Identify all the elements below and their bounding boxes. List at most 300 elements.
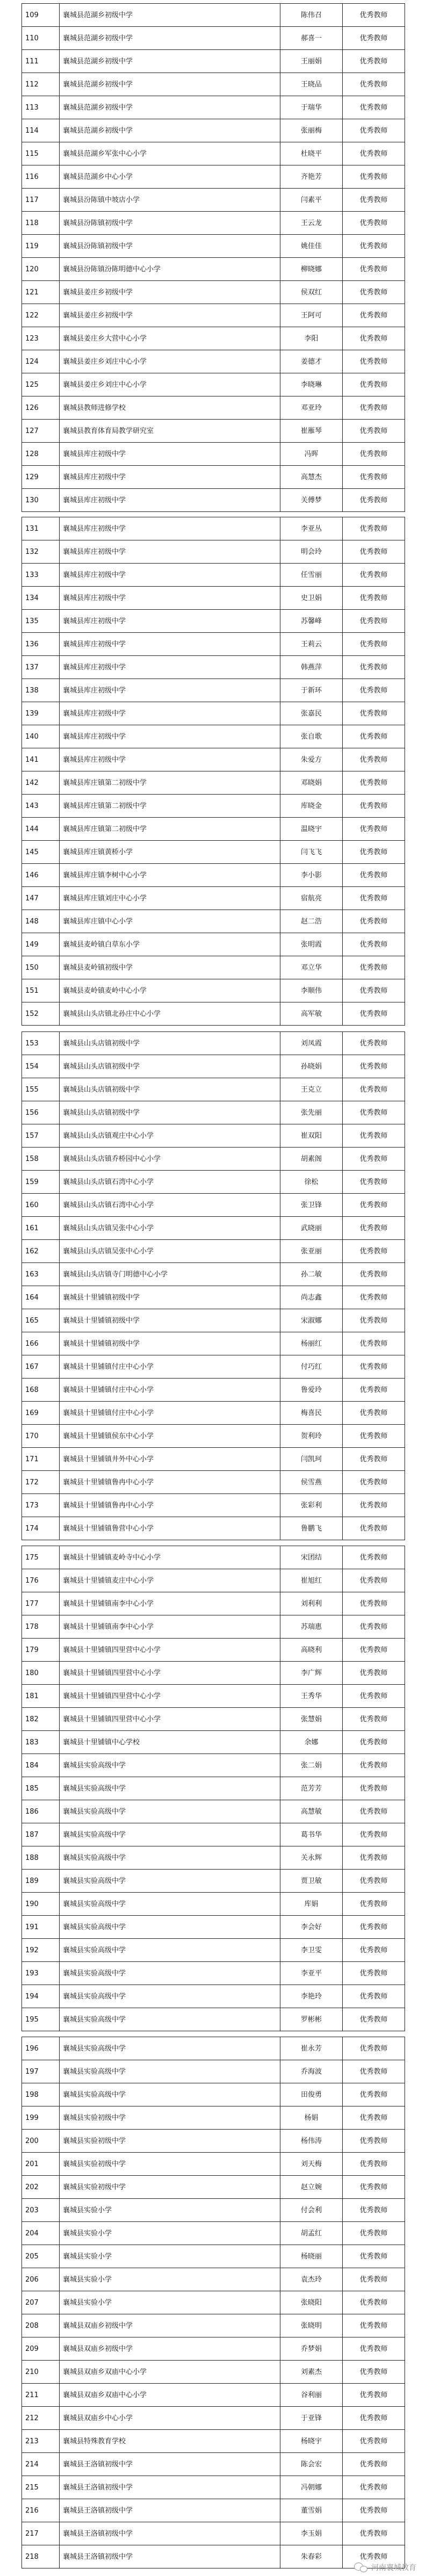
- table-row: [22, 2268, 405, 2291]
- teacher-name-cell: 陈会宏: [280, 2453, 343, 2476]
- row-number-cell: 177: [22, 1592, 60, 1615]
- school-name-cell: 襄城县实验高级中学: [60, 1754, 280, 1777]
- row-number-cell: 188: [22, 1846, 60, 1869]
- teacher-name-cell: 张晓阳: [280, 2291, 343, 2314]
- table-row: [22, 1332, 405, 1355]
- row-number-cell: 182: [22, 1708, 60, 1730]
- row-number-cell: 180: [22, 1662, 60, 1684]
- teacher-name-cell: 张晓明: [280, 2314, 343, 2337]
- teacher-name-cell: 胡孟红: [280, 2222, 343, 2245]
- school-name-cell: 襄城县姜庄乡刘庄中心小学: [60, 373, 280, 396]
- teacher-name-cell: 孙二敏: [280, 1263, 343, 1286]
- teacher-name-cell: 冯朝娜: [280, 2476, 343, 2499]
- table-row: [22, 841, 405, 864]
- row-number-cell: 207: [22, 2291, 60, 2314]
- teacher-name-cell: 朱春彩: [280, 2545, 343, 2568]
- table-row: [22, 281, 405, 304]
- teacher-name-cell: 柳晓娜: [280, 258, 343, 280]
- honor-title-cell: 优秀教师: [343, 2314, 405, 2337]
- table-row: [22, 1846, 405, 1870]
- honor-title-cell: 优秀教师: [343, 2008, 405, 2031]
- row-number-cell: 197: [22, 2060, 60, 2083]
- row-number-cell: 162: [22, 1240, 60, 1262]
- table-row: [22, 1916, 405, 1939]
- table-row: [22, 2106, 405, 2130]
- school-name-cell: 襄城县实验高级中学: [60, 2083, 280, 2106]
- school-name-cell: 襄城县山头店镇初级中学: [60, 1055, 280, 1078]
- row-number-cell: 126: [22, 396, 60, 419]
- honor-title-cell: 优秀教师: [343, 1870, 405, 1892]
- teacher-name-cell: 王秀华: [280, 1685, 343, 1707]
- honor-title-cell: 优秀教师: [343, 1708, 405, 1730]
- teacher-name-cell: 杜晓平: [280, 142, 343, 165]
- honor-title-cell: 优秀教师: [343, 2337, 405, 2360]
- honor-title-cell: 优秀教师: [343, 956, 405, 979]
- table-row: [22, 1569, 405, 1592]
- row-number-cell: 135: [22, 610, 60, 632]
- teacher-name-cell: 袁杰玲: [280, 2268, 343, 2291]
- school-name-cell: 襄城县库庄镇第二初级中学: [60, 795, 280, 817]
- honor-title-cell: 优秀教师: [343, 235, 405, 257]
- table-row: [22, 1217, 405, 1240]
- teacher-name-cell: 王晓品: [280, 73, 343, 96]
- honor-title-cell: 优秀教师: [343, 466, 405, 488]
- table-row: [22, 910, 405, 933]
- school-name-cell: 襄城县姜庄乡大营中心小学: [60, 327, 280, 350]
- table-row: [22, 1985, 405, 2008]
- teacher-name-cell: 宋淑娜: [280, 1309, 343, 1332]
- school-name-cell: 襄城县山头店镇吴张中心小学: [60, 1240, 280, 1262]
- row-number-cell: 194: [22, 1985, 60, 2008]
- table-row: [22, 1448, 405, 1471]
- table-row: [22, 2176, 405, 2199]
- table-row: [22, 1286, 405, 1309]
- table-row: [22, 1546, 405, 1569]
- teacher-name-cell: 葛书华: [280, 1823, 343, 1846]
- row-number-cell: 186: [22, 1800, 60, 1823]
- row-number-cell: 153: [22, 1032, 60, 1055]
- teacher-name-cell: 闫飞飞: [280, 841, 343, 863]
- row-number-cell: 134: [22, 587, 60, 609]
- honor-title-cell: 优秀教师: [343, 771, 405, 794]
- school-name-cell: 襄城县山头店镇观庄中心小学: [60, 1124, 280, 1147]
- table-row: [22, 2522, 405, 2545]
- table-row: [22, 1101, 405, 1124]
- table-row: [22, 489, 405, 512]
- row-number-cell: 203: [22, 2199, 60, 2221]
- honor-title-cell: 优秀教师: [343, 2176, 405, 2198]
- teacher-name-cell: 库娟: [280, 1893, 343, 1915]
- teacher-name-cell: 王阿可: [280, 304, 343, 327]
- row-number-cell: 141: [22, 748, 60, 771]
- school-name-cell: 襄城县山头店镇乔桥园中心小学: [60, 1148, 280, 1170]
- honor-title-cell: 优秀教师: [343, 2060, 405, 2083]
- table-row: [22, 119, 405, 142]
- row-number-cell: 156: [22, 1101, 60, 1124]
- row-number-cell: 136: [22, 633, 60, 655]
- teacher-name-cell: 库晓金: [280, 795, 343, 817]
- school-name-cell: 襄城县王洛镇初级中学: [60, 2453, 280, 2476]
- honor-title-cell: 优秀教师: [343, 1471, 405, 1493]
- teacher-name-cell: 史卫娟: [280, 587, 343, 609]
- honor-title-cell: 优秀教师: [343, 1194, 405, 1216]
- table-row: [22, 517, 405, 540]
- school-name-cell: 襄城县实验高级中学: [60, 1846, 280, 1869]
- row-number-cell: 205: [22, 2245, 60, 2268]
- row-number-cell: 193: [22, 1962, 60, 1985]
- table-block-5: [21, 2037, 405, 2568]
- row-number-cell: 185: [22, 1777, 60, 1800]
- table-row: [22, 2430, 405, 2453]
- table-row: [22, 4, 405, 27]
- honor-title-cell: 优秀教师: [343, 189, 405, 211]
- teacher-name-cell: 宋团结: [280, 1546, 343, 1569]
- row-number-cell: 166: [22, 1332, 60, 1355]
- row-number-cell: 144: [22, 818, 60, 840]
- row-number-cell: 114: [22, 119, 60, 142]
- school-name-cell: 襄城县范湖乡初级中学: [60, 73, 280, 96]
- row-number-cell: 137: [22, 656, 60, 679]
- row-number-cell: 212: [22, 2407, 60, 2429]
- row-number-cell: 192: [22, 1939, 60, 1961]
- teacher-name-cell: 杨晓宇: [280, 2430, 343, 2452]
- table-row: [22, 1032, 405, 1055]
- teacher-name-cell: 张先丽: [280, 1101, 343, 1124]
- honor-title-cell: 优秀教师: [343, 2499, 405, 2522]
- school-name-cell: 襄城县库庄初级中学: [60, 748, 280, 771]
- school-name-cell: 襄城县十里铺镇四里营中心小学: [60, 1708, 280, 1730]
- honor-title-cell: 优秀教师: [343, 327, 405, 350]
- school-name-cell: 襄城县十里铺镇井外中心小学: [60, 1448, 280, 1470]
- school-name-cell: 襄城县库庄初级中学: [60, 517, 280, 540]
- teacher-name-cell: 于瑞华: [280, 96, 343, 119]
- row-number-cell: 196: [22, 2037, 60, 2060]
- row-number-cell: 140: [22, 725, 60, 748]
- teacher-name-cell: 胡素阁: [280, 1148, 343, 1170]
- school-name-cell: 襄城县双庙乡双庙中心小学: [60, 2361, 280, 2383]
- teacher-name-cell: 王克立: [280, 1078, 343, 1101]
- table-row: [22, 887, 405, 910]
- honor-title-cell: 优秀教师: [343, 1002, 405, 1025]
- table-row: [22, 373, 405, 396]
- school-name-cell: 襄城县库庄初级中学: [60, 489, 280, 511]
- teacher-name-cell: 崔旭红: [280, 1569, 343, 1592]
- honor-title-cell: 优秀教师: [343, 1985, 405, 2008]
- school-name-cell: 襄城县实验初级中学: [60, 2153, 280, 2175]
- school-name-cell: 襄城县实验高级中学: [60, 1870, 280, 1892]
- honor-title-cell: 优秀教师: [343, 564, 405, 586]
- school-name-cell: 襄城县山头店镇石湾中心小学: [60, 1194, 280, 1216]
- row-number-cell: 121: [22, 281, 60, 304]
- honor-title-cell: 优秀教师: [343, 1286, 405, 1309]
- table-row: [22, 1893, 405, 1916]
- school-name-cell: 襄城县双庙乡中心小学: [60, 2407, 280, 2429]
- teacher-name-cell: 李会好: [280, 1916, 343, 1938]
- teacher-name-cell: 鲁鹏飞: [280, 1517, 343, 1540]
- teacher-name-cell: 侯双红: [280, 281, 343, 304]
- honor-title-cell: 优秀教师: [343, 1592, 405, 1615]
- table-row: [22, 2545, 405, 2568]
- table-row: [22, 818, 405, 841]
- table-row: [22, 1194, 405, 1217]
- table-row: [22, 679, 405, 702]
- teacher-name-cell: 王云龙: [280, 212, 343, 234]
- row-number-cell: 165: [22, 1309, 60, 1332]
- school-name-cell: 襄城县库庄初级中学: [60, 725, 280, 748]
- teacher-name-cell: 崔雁琴: [280, 420, 343, 442]
- school-name-cell: 襄城县十里铺镇付庄中心小学: [60, 1355, 280, 1378]
- honor-title-cell: 优秀教师: [343, 517, 405, 540]
- honor-title-cell: 优秀教师: [343, 142, 405, 165]
- row-number-cell: 176: [22, 1569, 60, 1592]
- row-number-cell: 117: [22, 189, 60, 211]
- row-number-cell: 195: [22, 2008, 60, 2031]
- row-number-cell: 142: [22, 771, 60, 794]
- school-name-cell: 襄城县双庙乡双庙中心小学: [60, 2384, 280, 2406]
- school-name-cell: 襄城县十里铺镇鲁冉中心小学: [60, 1494, 280, 1517]
- teacher-name-cell: 郝喜一: [280, 27, 343, 49]
- row-number-cell: 158: [22, 1148, 60, 1170]
- row-number-cell: 138: [22, 679, 60, 702]
- school-name-cell: 襄城县实验高级中学: [60, 2060, 280, 2083]
- honor-title-cell: 优秀教师: [343, 2522, 405, 2545]
- row-number-cell: 127: [22, 420, 60, 442]
- teacher-name-cell: 高晓利: [280, 1639, 343, 1661]
- row-number-cell: 191: [22, 1916, 60, 1938]
- table-row: [22, 1002, 405, 1026]
- teacher-name-cell: 贺利玲: [280, 1425, 343, 1447]
- school-name-cell: 襄城县实验初级中学: [60, 2176, 280, 2198]
- row-number-cell: 147: [22, 887, 60, 910]
- row-number-cell: 213: [22, 2430, 60, 2452]
- honor-title-cell: 优秀教师: [343, 610, 405, 632]
- row-number-cell: 187: [22, 1823, 60, 1846]
- row-number-cell: 216: [22, 2499, 60, 2522]
- honor-title-cell: 优秀教师: [343, 887, 405, 910]
- row-number-cell: 151: [22, 979, 60, 1002]
- table-row: [22, 864, 405, 887]
- row-number-cell: 139: [22, 702, 60, 725]
- honor-title-cell: 优秀教师: [343, 1379, 405, 1401]
- row-number-cell: 208: [22, 2314, 60, 2337]
- row-number-cell: 189: [22, 1870, 60, 1892]
- table-row: [22, 1939, 405, 1962]
- honor-title-cell: 优秀教师: [343, 1777, 405, 1800]
- table-row: [22, 1124, 405, 1148]
- honor-title-cell: 优秀教师: [343, 1846, 405, 1869]
- row-number-cell: 215: [22, 2476, 60, 2499]
- teacher-name-cell: 梅喜民: [280, 1402, 343, 1424]
- school-name-cell: 襄城县库庄初级中学: [60, 679, 280, 702]
- school-name-cell: 襄城县麦岭镇白草东小学: [60, 933, 280, 956]
- table-row: [22, 420, 405, 443]
- source-watermark: [354, 2562, 416, 2573]
- honor-title-cell: 优秀教师: [343, 27, 405, 49]
- table-row: [22, 2337, 405, 2361]
- school-name-cell: 襄城县范湖乡初级中学: [60, 4, 280, 26]
- teacher-name-cell: 鲁爱玲: [280, 1379, 343, 1401]
- teacher-name-cell: 张明霞: [280, 933, 343, 956]
- school-name-cell: 襄城县库庄镇黄桥小学: [60, 841, 280, 863]
- teacher-name-cell: 李亚丛: [280, 517, 343, 540]
- teacher-name-cell: 宿航亮: [280, 887, 343, 910]
- row-number-cell: 181: [22, 1685, 60, 1707]
- table-row: [22, 2083, 405, 2106]
- row-number-cell: 157: [22, 1124, 60, 1147]
- table-row: [22, 212, 405, 235]
- table-row: [22, 2361, 405, 2384]
- row-number-cell: 125: [22, 373, 60, 396]
- table-row: [22, 1823, 405, 1846]
- school-name-cell: 襄城县库庄初级中学: [60, 466, 280, 488]
- table-row: [22, 2199, 405, 2222]
- honor-title-cell: 优秀教师: [343, 2130, 405, 2152]
- honor-title-cell: 优秀教师: [343, 96, 405, 119]
- table-row: [22, 540, 405, 564]
- school-name-cell: 襄城县十里铺镇初级中学: [60, 1286, 280, 1309]
- row-number-cell: 111: [22, 50, 60, 73]
- honor-title-cell: 优秀教师: [343, 1962, 405, 1985]
- school-name-cell: 襄城县十里铺镇初级中学: [60, 1309, 280, 1332]
- teacher-name-cell: 朱爱方: [280, 748, 343, 771]
- teacher-name-cell: 冯晖: [280, 443, 343, 465]
- honor-title-cell: 优秀教师: [343, 864, 405, 886]
- school-name-cell: 襄城县十里铺镇四里营中心小学: [60, 1639, 280, 1661]
- school-name-cell: 襄城县教育体育局教学研究室: [60, 420, 280, 442]
- teacher-name-cell: 侯雪燕: [280, 1471, 343, 1493]
- wechat-icon: [354, 2562, 368, 2573]
- school-name-cell: 襄城县库庄初级中学: [60, 633, 280, 655]
- honor-title-cell: 优秀教师: [343, 1615, 405, 1638]
- honor-title-cell: 优秀教师: [343, 1639, 405, 1661]
- teacher-name-cell: 杨丽红: [280, 1332, 343, 1355]
- teacher-name-cell: 李阳: [280, 327, 343, 350]
- table-row: [22, 702, 405, 725]
- honor-title-cell: 优秀教师: [343, 1101, 405, 1124]
- school-name-cell: 襄城县实验初级中学: [60, 2130, 280, 2152]
- table-row: [22, 1592, 405, 1615]
- honor-title-cell: 优秀教师: [343, 818, 405, 840]
- school-name-cell: 襄城县实验高级中学: [60, 1916, 280, 1938]
- table-block-1: [21, 3, 405, 512]
- school-name-cell: 襄城县实验初级中学: [60, 2106, 280, 2129]
- teacher-name-cell: 王丽娟: [280, 50, 343, 73]
- honor-title-cell: 优秀教师: [343, 2476, 405, 2499]
- table-row: [22, 564, 405, 587]
- table-row: [22, 258, 405, 281]
- table-row: [22, 50, 405, 73]
- row-number-cell: 174: [22, 1517, 60, 1540]
- school-name-cell: 襄城县实验小学: [60, 2199, 280, 2221]
- honor-title-cell: 优秀教师: [343, 1823, 405, 1846]
- row-number-cell: 145: [22, 841, 60, 863]
- school-name-cell: 襄城县范湖乡初级中学: [60, 27, 280, 49]
- teacher-name-cell: 杨娟: [280, 2106, 343, 2129]
- table-row: [22, 165, 405, 189]
- table-row: [22, 1754, 405, 1777]
- row-number-cell: 204: [22, 2222, 60, 2245]
- table-row: [22, 235, 405, 258]
- honor-title-cell: 优秀教师: [343, 373, 405, 396]
- table-row: [22, 443, 405, 466]
- honor-title-cell: 优秀教师: [343, 2153, 405, 2175]
- table-row: [22, 1148, 405, 1171]
- school-name-cell: 襄城县山头店镇石湾中心小学: [60, 1171, 280, 1193]
- school-name-cell: 襄城县十里铺镇鲁冉中心小学: [60, 1471, 280, 1493]
- teacher-name-cell: 崔双阳: [280, 1124, 343, 1147]
- honor-title-cell: 优秀教师: [343, 933, 405, 956]
- honor-title-cell: 优秀教师: [343, 1800, 405, 1823]
- table-row: [22, 2037, 405, 2060]
- row-number-cell: 149: [22, 933, 60, 956]
- school-name-cell: 襄城县十里铺镇麦岭寺中心小学: [60, 1546, 280, 1569]
- teacher-name-cell: 杨晓丽: [280, 2245, 343, 2268]
- school-name-cell: 襄城县山头店镇吴张中心小学: [60, 1217, 280, 1239]
- table-row: [22, 956, 405, 979]
- row-number-cell: 160: [22, 1194, 60, 1216]
- table-row: [22, 933, 405, 956]
- school-name-cell: 襄城县十里铺镇四里营中心小学: [60, 1685, 280, 1707]
- table-row: [22, 350, 405, 373]
- row-number-cell: 159: [22, 1171, 60, 1193]
- table-row: [22, 2453, 405, 2476]
- honor-title-cell: 优秀教师: [343, 1546, 405, 1569]
- honor-title-cell: 优秀教师: [343, 2222, 405, 2245]
- honor-title-cell: 优秀教师: [343, 1402, 405, 1424]
- row-number-cell: 169: [22, 1402, 60, 1424]
- school-name-cell: 襄城县十里铺镇侯东中心小学: [60, 1425, 280, 1447]
- honor-title-cell: 优秀教师: [343, 841, 405, 863]
- school-name-cell: 襄城县王洛镇初级中学: [60, 2476, 280, 2499]
- table-row: [22, 748, 405, 771]
- row-number-cell: 173: [22, 1494, 60, 1517]
- honor-title-cell: 优秀教师: [343, 2083, 405, 2106]
- table-row: [22, 1309, 405, 1332]
- table-block-4: [21, 1546, 405, 2031]
- table-row: [22, 2245, 405, 2268]
- honor-title-cell: 优秀教师: [343, 1309, 405, 1332]
- teacher-name-cell: 张卫锋: [280, 1194, 343, 1216]
- teacher-name-cell: 齐艳芳: [280, 165, 343, 188]
- table-row: [22, 1662, 405, 1685]
- school-name-cell: 襄城县库庄镇第二初级中学: [60, 818, 280, 840]
- school-name-cell: 襄城县十里铺镇四里营中心小学: [60, 1662, 280, 1684]
- school-name-cell: 襄城县汾陈镇中坡店小学: [60, 189, 280, 211]
- school-name-cell: 襄城县库庄初级中学: [60, 443, 280, 465]
- teacher-name-cell: 李艳玲: [280, 1985, 343, 2008]
- honor-title-cell: 优秀教师: [343, 420, 405, 442]
- teacher-name-cell: 余娜: [280, 1731, 343, 1754]
- table-block-2: [21, 517, 405, 1026]
- table-row: [22, 587, 405, 610]
- honor-title-cell: 优秀教师: [343, 1425, 405, 1447]
- honor-title-cell: 优秀教师: [343, 1055, 405, 1078]
- honor-title-cell: 优秀教师: [343, 396, 405, 419]
- school-name-cell: 襄城县实验小学: [60, 2245, 280, 2268]
- row-number-cell: 217: [22, 2522, 60, 2545]
- teacher-name-cell: 高军敏: [280, 1002, 343, 1025]
- honor-title-cell: 优秀教师: [343, 2245, 405, 2268]
- teacher-name-cell: 尚志鑫: [280, 1286, 343, 1309]
- school-name-cell: 襄城县实验高级中学: [60, 1985, 280, 2008]
- row-number-cell: 120: [22, 258, 60, 280]
- school-name-cell: 襄城县特殊教育学校: [60, 2430, 280, 2452]
- school-name-cell: 襄城县山头店镇初级中学: [60, 1101, 280, 1124]
- table-row: [22, 1777, 405, 1800]
- honor-title-cell: 优秀教师: [343, 2545, 405, 2568]
- school-name-cell: 襄城县实验高级中学: [60, 1962, 280, 1985]
- school-name-cell: 襄城县十里铺镇麦庄中心小学: [60, 1569, 280, 1592]
